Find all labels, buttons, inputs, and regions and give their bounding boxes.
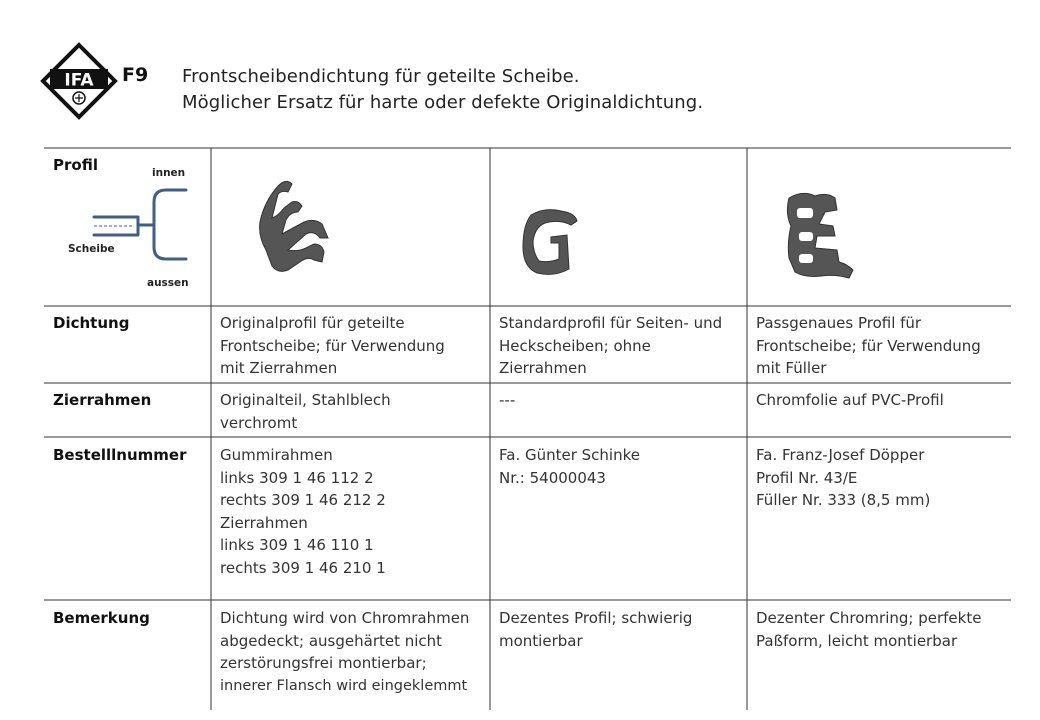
diagram-label-innen: innen [152,167,186,179]
text-line: Frontscheibe; für Verwendung [756,336,981,355]
bestellnummer-col1 [220,444,386,579]
seal-profile-fitted-image [775,190,865,286]
profile-diagram [80,185,190,265]
text-line: Paßform, leicht montierbar [756,631,958,650]
row-label-bemerkung: Bemerkung [53,609,150,627]
page-title [182,64,703,116]
seal-profile-original-image [248,178,338,278]
dichtung-col3 [756,312,981,380]
diagram-label-aussen: aussen [147,277,189,289]
text-line: links 309 1 46 112 2 [220,468,374,487]
text-line: Standardprofil für Seiten- und [499,314,723,332]
text-line: Originalteil, Stahlblech [220,391,391,409]
text-line: Originalprofil für geteilte [220,314,405,332]
text-line: Dichtung wird von Chromrahmen [220,609,470,627]
text-line: mit Füller [756,359,827,377]
text-line: Dezenter Chromring; perfekte [756,609,982,627]
text-line: Fa. Franz-Josef Döpper [756,446,925,464]
text-line: zerstörungsfrei montierbar; [220,654,427,672]
dichtung-col2 [499,312,722,380]
text-line: Heckscheiben; ohne [499,336,651,355]
text-line: Zierrahmen [499,359,587,377]
text-line: Frontscheibe; für Verwendung [220,336,445,355]
bestellnummer-col3 [756,444,930,512]
text-line: Fa. Günter Schinke [499,446,640,464]
bestellnummer-col2 [499,444,640,489]
row-label-profil: Profil [53,156,98,174]
row-label-zierrahmen: Zierrahmen [53,391,152,409]
text-line: Profil Nr. 43/E [756,468,858,487]
bemerkung-col2 [499,607,692,652]
text-line: Nr.: 54000043 [499,468,606,487]
title-line-1: Frontscheibendichtung für geteilte Scheibe. [182,66,580,87]
text-line: rechts 309 1 46 210 1 [220,558,386,577]
title-line-2: Möglicher Ersatz für harte oder defekte Originaldichtung. [182,92,704,113]
model-label: F9 [122,64,149,86]
text-line: verchromt [220,413,298,432]
text-line: Dezentes Profil; schwierig [499,609,693,627]
text-line: links 309 1 46 110 1 [220,536,374,554]
text-line: --- [499,391,516,409]
dichtung-col1 [220,312,445,380]
row-label-dichtung: Dichtung [53,314,130,332]
zierrahmen-col2 [499,389,515,412]
logo-text: IFA [64,70,94,91]
text-line: Zierrahmen [220,513,308,532]
seal-profile-standard-image [515,207,585,279]
bemerkung-col1 [220,607,469,697]
diagram-label-scheibe: Scheibe [68,243,115,255]
text-line: Gummirahmen [220,446,333,464]
row-label-bestellnummer: Bestelllnummer [53,446,187,464]
text-line: abgedeckt; ausgehärtet nicht [220,631,443,650]
ifa-logo [40,42,118,120]
text-line: rechts 309 1 46 212 2 [220,491,386,509]
zierrahmen-col1 [220,389,391,434]
text-line: Füller Nr. 333 (8,5 mm) [756,491,931,509]
text-line: Passgenaues Profil für [756,314,922,332]
zierrahmen-col3 [756,389,944,412]
text-line: montierbar [499,631,583,650]
text-line: Chromfolie auf PVC-Profil [756,391,944,409]
text-line: innerer Flansch wird eingeklemmt [220,677,468,694]
text-line: mit Zierrahmen [220,359,338,377]
bemerkung-col3 [756,607,981,652]
